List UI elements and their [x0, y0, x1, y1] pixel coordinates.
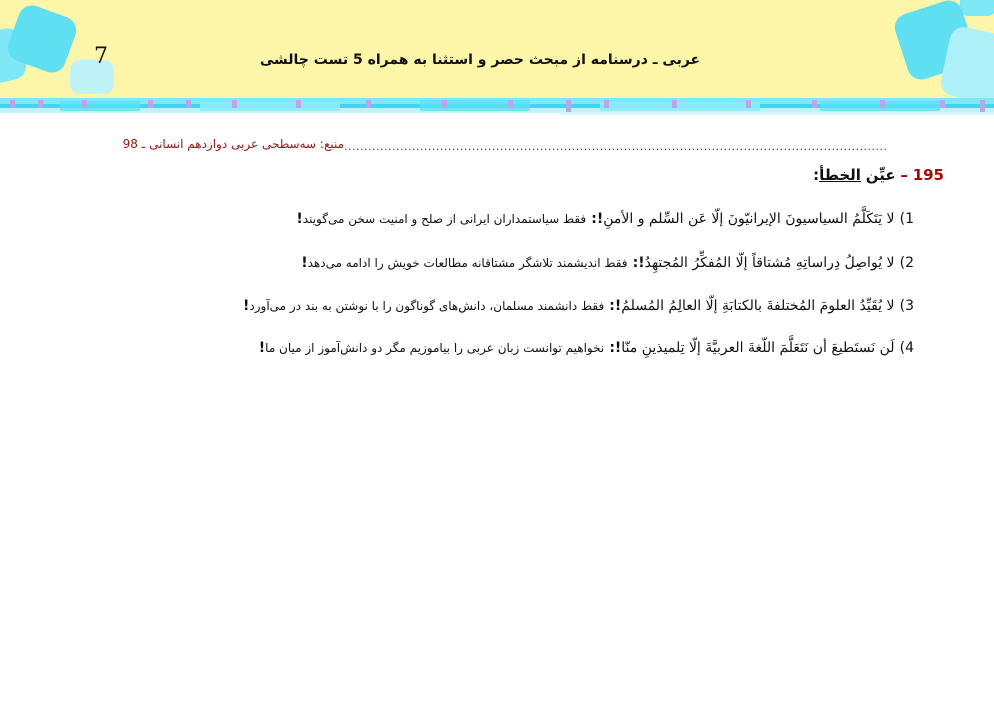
page-header [0, 0, 994, 98]
option-2[interactable] [80, 252, 914, 271]
option-separator: !: [632, 255, 645, 271]
question-number: 195 [912, 166, 944, 184]
page-number: 7 [94, 44, 108, 69]
decorative-square [960, 0, 994, 16]
source-label: منبع: سه‌سطحی عربی دوازدهم انسانی ـ 98 [122, 137, 344, 151]
question-colon: : [813, 166, 820, 184]
option-4[interactable] [80, 337, 914, 356]
option-separator: !: [591, 211, 604, 227]
option-arabic: لا يُواصِلُ دِراساتِهِ مُشتاقاً إلّا المُفكِّرُ المُجتهِدُ [644, 255, 895, 271]
option-persian: نخواهیم توانست زبان عربی را بیاموزیم مگر دو دانش‌آموز از میان ما [265, 341, 605, 355]
question-keyword: الخطأ [819, 166, 861, 184]
option-end: ! [243, 298, 250, 314]
option-end: ! [296, 211, 303, 227]
header-stripes [0, 98, 994, 122]
option-number: 2) [899, 255, 914, 271]
option-number: 1) [899, 211, 914, 227]
header-title: عربی ـ درسنامه از مبحث حصر و استثنا به همراه 5 تست چالشی [259, 52, 701, 68]
option-arabic: لا يُقَيِّدُ العلومَ المُختلفةَ بالكتابَةِ إلّا العالِمُ المُسلمُ [621, 298, 895, 314]
question-dash: – [900, 166, 908, 184]
option-number: 3) [899, 298, 914, 314]
question-heading [600, 166, 944, 184]
option-separator: !: [609, 298, 622, 314]
question-text: عیِّن [865, 166, 896, 184]
option-end: ! [301, 255, 308, 271]
option-separator: !: [609, 340, 622, 356]
option-3[interactable] [80, 295, 914, 314]
option-arabic: لَن نَستَطيعَ أن نَتَعَلَّمَ اللّغةَ العربيَّةَ إلّا تِلميذينِ منّا [621, 340, 895, 356]
option-arabic: لا يَتَكَلَّمُ السياسيونَ الإيرانيّونَ إلّا عَن السِّلم و الأمنِ [603, 211, 895, 227]
option-1[interactable] [80, 208, 914, 227]
option-number: 4) [899, 340, 914, 356]
option-persian: فقط اندیشمند تلاشگر مشتاقانه مطالعات خویش را ادامه می‌دهد [307, 256, 628, 270]
option-persian: فقط دانشمند مسلمان، دانش‌های گوناگون را با نوشتن به بند در می‌آورد [249, 299, 605, 313]
source-dots: ........................................................................................................................................ [344, 140, 888, 153]
option-persian: فقط سیاستمداران ایرانی از صلح و امنیت سخن می‌گویند [302, 212, 587, 226]
option-end: ! [258, 340, 266, 356]
